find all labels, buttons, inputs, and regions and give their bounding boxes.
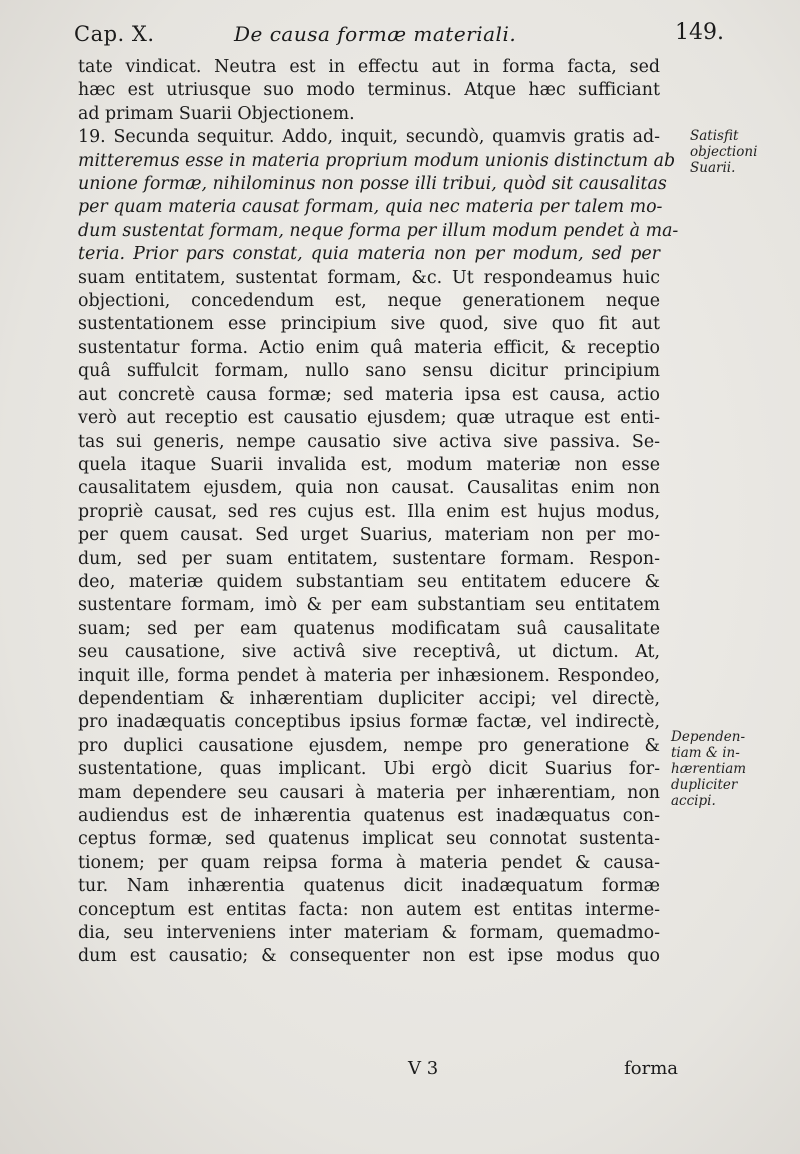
text-line: dum est causatio; & consequenter non est ipse modus quo — [78, 946, 660, 967]
text-line: dependentiam & inhærentiam dupliciter accipi; vel directè, — [78, 688, 660, 709]
text-line: pro inadæquatis conceptibus ipsius formæ factæ, vel indirectè, — [78, 712, 660, 733]
text-line: sustentatur forma. Actio enim quâ materia efficit, & receptio — [78, 337, 660, 358]
text-line: teria. Prior pars constat, quia materia non per modum, sed per — [78, 244, 660, 265]
text-line: quela itaque Suarii invalida est, modum materiæ non esse — [78, 454, 660, 475]
text-line: seu causatione, sive activâ sive receptivâ, ut dictum. At, — [78, 642, 660, 663]
text-line: tas sui generis, nempe causatio sive activa sive passiva. Se- — [78, 431, 660, 452]
text-line: propriè causat, sed res cujus est. Illa enim est hujus modus, — [78, 501, 660, 522]
text-line: objectioni, concedendum est, neque generationem neque — [78, 291, 660, 312]
margin-note-line: Dependen- — [671, 729, 746, 745]
text-line: audiendus est de inhærentia quatenus est inadæquatus con- — [78, 806, 660, 826]
running-title: De causa formæ materiali. — [234, 22, 517, 46]
signature-mark: V 3 — [408, 1058, 439, 1079]
text-line: dum, sed per suam entitatem, sustentare formam. Respon- — [78, 548, 660, 569]
text-line: suam; sed per eam quatenus modificatam suâ causalitate — [78, 618, 660, 639]
main-text-block — [78, 56, 679, 969]
text-line: tur. Nam inhærentia quatenus dicit inadæquatum formæ — [78, 876, 660, 897]
text-line: aut concretè causa formæ; sed materia ipsa est causa, actio — [78, 384, 660, 405]
text-line: conceptum est entitas facta: non autem est entitas interme- — [78, 899, 660, 920]
margin-note-line: Suarii. — [690, 160, 736, 176]
text-line: pro duplici causatione ejusdem, nempe pro generatione & — [78, 735, 660, 756]
text-line: sustentare formam, imò & per eam substantiam seu entitatem — [78, 595, 660, 616]
margin-note-line: hærentiam — [671, 761, 747, 777]
margin-note-dependentiam — [671, 729, 781, 809]
text-line: suam entitatem, sustentat formam, &c. Ut respondeamus huic — [78, 267, 660, 288]
text-line: ceptus formæ, sed quatenus implicat seu connotat sustenta- — [78, 829, 660, 850]
margin-note-satisfit — [690, 128, 780, 176]
text-line: inquit ille, forma pendet à materia per inhæsionem. Respondeo, — [78, 665, 660, 686]
text-line: causalitatem ejusdem, quia non causat. Causalitas enim non — [78, 478, 660, 499]
text-line: sustentatione, quas implicant. Ubi ergò dicit Suarius for- — [78, 759, 660, 780]
page-footer — [78, 1058, 678, 1082]
margin-note-line: dupliciter — [671, 777, 738, 793]
text-line: 19. Secunda sequitur. Addo, inquit, secundò, quamvis gratis ad- — [78, 127, 660, 148]
text-line: deo, materiæ quidem substantiam seu entitatem educere & — [78, 571, 660, 592]
page-number: 149. — [675, 20, 724, 45]
margin-note-line: accipi. — [671, 793, 716, 809]
chapter-label: Cap. X. — [74, 22, 155, 46]
text-line: per quem causat. Sed urget Suarius, materiam non per mo- — [78, 525, 660, 546]
text-line: mam dependere seu causari à materia per inhærentiam, non — [78, 782, 660, 803]
text-line: unione formæ, nihilominus non posse illi tribui, quòd sit causalitas — [78, 174, 667, 195]
running-header — [74, 20, 724, 52]
text-line: verò aut receptio est causatio ejusdem; quæ utraque est enti- — [78, 408, 660, 429]
text-line: sustentationem esse principium sive quod, sive quo fit aut — [78, 314, 660, 335]
margin-note-line: objectioni — [690, 144, 758, 160]
text-line: tate vindicat. Neutra est in effectu aut in forma facta, sed — [78, 57, 660, 77]
text-line: dia, seu interveniens inter materiam & formam, quemadmo- — [78, 923, 660, 944]
margin-note-line: tiam & in- — [671, 745, 740, 761]
text-line: ad primam Suarii Objectionem. — [78, 103, 355, 124]
margin-note-line: Satisfit — [690, 128, 739, 144]
catchword: forma — [624, 1058, 678, 1079]
text-line: hæc est utriusque suo modo terminus. Atque hæc sufficiant — [78, 80, 660, 101]
text-line: quâ suffulcit formam, nullo sano sensu dicitur principium — [78, 361, 660, 382]
text-line: mitteremus esse in materia proprium modum unionis distinctum ab — [78, 150, 676, 171]
text-line: tionem; per quam reipsa forma à materia pendet & causa- — [78, 852, 660, 873]
text-line: dum sustentat formam, neque forma per illum modum pendet à ma- — [78, 220, 679, 241]
text-line: per quam materia causat formam, quia nec materia per talem mo- — [78, 197, 663, 218]
